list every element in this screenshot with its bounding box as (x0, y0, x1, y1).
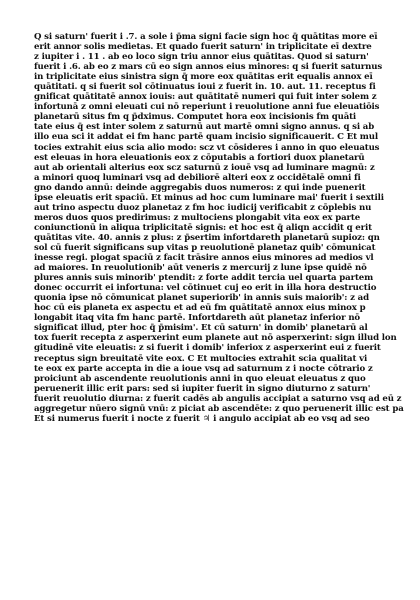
text-line: planetarū situs fm q p̄dximus. Computet hora eox incisionis fm quāti (34, 112, 357, 123)
text-line: sol cū fuerit significans sup vitas p reuolutionē planetaz quib' cōmunicat (34, 242, 376, 253)
text-line: erit annor solis medietas. Et quado fuerit saturn' in triplicitate eī dextre (34, 42, 372, 53)
text-line: hoc cū eis planeta ex aspectu et ad eū fm quātitatē annox eius minox p (34, 303, 366, 314)
text-line: te eox ex parte accepta in die a ioue vsq ad saturnum z i nocte cōtrario z (34, 363, 373, 374)
text-line: quātitati. q si fuerit sol cōtinuatus ioui z fuerit in. 10. aut. 11. receptus fi (34, 82, 376, 93)
text-line: longabit itaq vita fm hanc partē. Infortdareth aūt planetaz inferior nō (34, 313, 361, 324)
text-line: inesse regi. plogat spaciū z facit trāsire annos eius minores ad medios vl (34, 253, 374, 264)
text-line: tate eius q̄ est inter solem z saturnū aut martē omni signo annus. q si ab (34, 122, 375, 133)
text-line: tox fuerit recepta z asperxerint eum planete aut nō asperxerint: sign illud lon (34, 333, 397, 344)
text-line: tocies extrahit eius scia alio modo: scz vt cōsideres i anno in quo eleuatus (34, 142, 380, 153)
text-line: aggregetur nūero signū vnū: z piciat ab ascendēte: z quo peruenerit illic est pa (34, 403, 404, 414)
text-line: ipse eleuatis erit spaciū. Et minus ad hoc cum luminare mai' fuerit i sextili (34, 192, 384, 203)
text-line: coniunctionū in aliqua triplicitatē signis: et hoc est q̄ aliqn accidit q erit (34, 222, 372, 233)
text-line: fuerit i .6. ab eo z mars cū eo sign annos eius minores: q si fuerit saturnus (34, 62, 383, 73)
text-line: est eleuas in hora eleuationis eox z cōputabis a fortiori duox planetarū (34, 152, 365, 163)
text-line: Et si numerus fuerit i nocte z fuerit ♃ i angulo accipiat ab eo vsq ad seo (34, 413, 370, 424)
text-line: proiciunt ab ascendente reuolutionis anni in quo eleuat eleuatus z quo (34, 373, 366, 384)
text-line: peruenerit illic erit pars: sed si iupiter fuerit in signo diuturno z saturn' (34, 383, 371, 394)
text-line: Q si saturn' fuerit i .7. a sole i p̄ma signi facie sign hoc q̄ quātitas more eī (34, 32, 378, 42)
text-line: illo eua sci it addat ei fm hanc partē quam incisio significauerit. C Et mul (34, 132, 378, 143)
text-line: fuerit reuolutio diurna: z fuerit cadēs ab angulis accipiat a saturno vsq ad eū z (34, 393, 402, 404)
text-line: in triplicitate eius sinistra sign q̄ more eox quātitas erit equalis annox eī (34, 72, 373, 83)
text-line: gno dando annū: deinde aggregabis duos numeros: z qui inde puenerit (34, 182, 366, 193)
text-line: ad maiores. In reuolutionib' aūt veneris z mercurij z lune ipse quidē nō (34, 263, 367, 274)
text-line: gitudinē vite eleuatis: z si fuerit i domib' inferiox z asperxerint eui z fuerit (34, 343, 381, 354)
text-line: aut ab orientali alterius eox scz saturnū z iouē vsq ad luminare magnū: z (34, 162, 375, 173)
text-line: a minori quoq luminari vsq ad debiliorē alteri eox z occidētalē omni fi (34, 172, 361, 183)
text-line: aut trino aspectu duoz planetaz z fm hoc iudicij verificabit z cōplebis nu (34, 202, 372, 213)
text-line: significat illud, pter hoc q̄ p̄misim'. Et cū saturn' in domib' planetarū al (34, 323, 368, 334)
text-line: receptus sign breuitatē vite eox. C Et multocies extrahit scia qualitat vi (34, 353, 368, 364)
text-line: plures annis suis minorib' ptendit: z forte addit tercia uel quarta partem (34, 273, 374, 284)
text-line: quonia ipse nō cōmunicat planet superiorib' in annis suis maiorib': z ad (34, 293, 369, 304)
text-line: infortunā z omni eleuati cui nō reperiunt i reuolutione anni fue eleuatiōis (34, 102, 380, 113)
text-line: quātitas vite. 40. annis z plus: z p̄sertim infortdareth planetarū supioz: qn (34, 232, 380, 243)
text-line: z iupiter i . 11 . ab eo loco sign triu annor eius quātitas. Quod si saturn' (34, 52, 369, 63)
text-line: donec occurrit ei infortuna: vel cōtinuet cuj eo erit in illa hora destructio (34, 283, 377, 294)
text-line: meros duos quos predirimus: z multociens plongabit vita eox ex parte (34, 212, 361, 223)
text-line: gnificat quātitatē annox iouis: aut quātitatē numeri qui fuit inter solem z (34, 92, 377, 103)
incunabulum-text-block (34, 32, 406, 424)
